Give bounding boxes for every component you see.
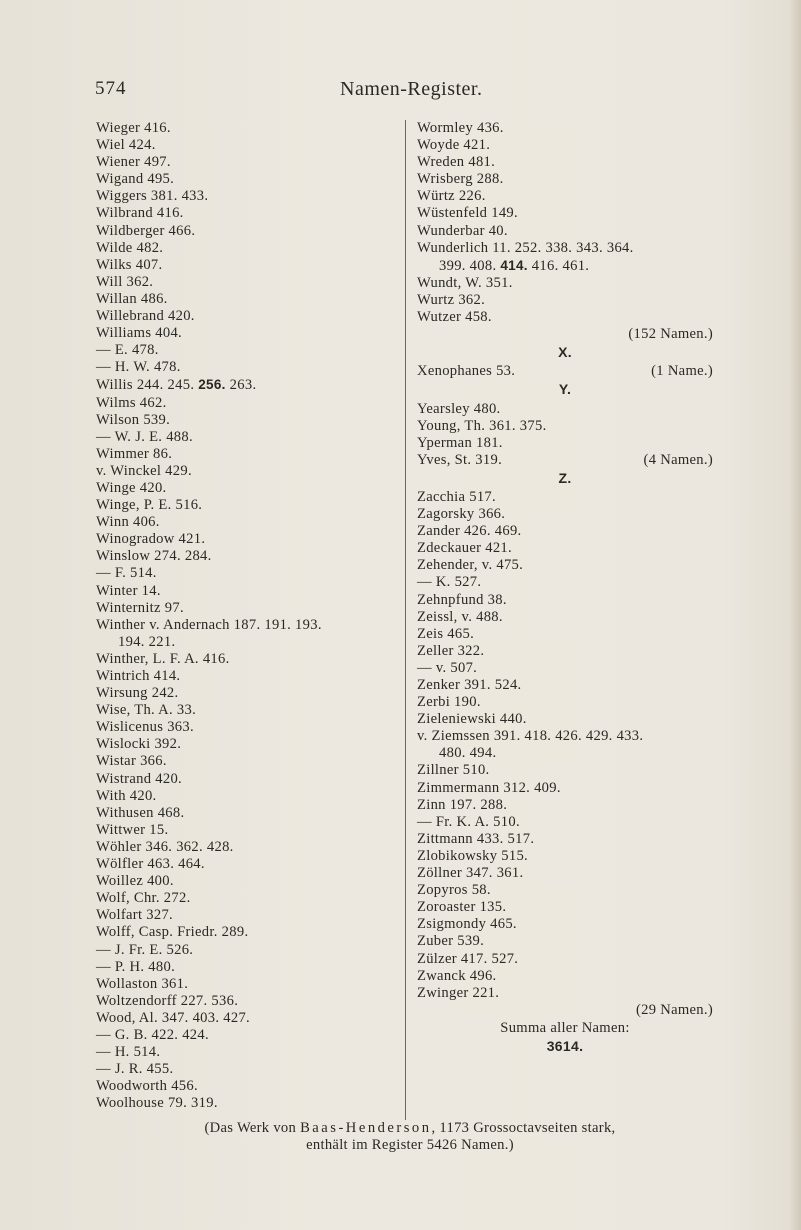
index-entry: Zehender, v. 475. — [417, 557, 524, 574]
index-entry: Wiener 497. — [96, 154, 171, 171]
index-entry: Wolfart 327. — [96, 907, 173, 924]
index-entry: — E. 478. — [96, 342, 159, 359]
index-entry: Wilbrand 416. — [96, 205, 184, 222]
index-entry: Williams 404. — [96, 325, 183, 342]
index-entry: Wilms 462. — [96, 394, 167, 411]
index-entry: Würtz 226. — [417, 188, 486, 205]
index-entry: Wilde 482. — [96, 239, 164, 256]
index-entry-continuation: 480. 494. — [439, 745, 497, 762]
index-entry: Zeis 465. — [417, 625, 475, 642]
index-entry: Zimmermann 312. 409. — [417, 779, 561, 796]
index-entry: Yearsley 480. — [417, 400, 501, 417]
index-entry: Wimmer 86. — [96, 445, 173, 462]
index-entry: Zehnpfund 38. — [417, 591, 507, 608]
index-entry: Wreden 481. — [417, 154, 496, 171]
index-entry: Woillez 400. — [96, 873, 174, 890]
index-entry: Wiel 424. — [96, 137, 156, 154]
index-entry: Zieleniewski 440. — [417, 711, 527, 728]
index-entry: Wunderlich 11. 252. 338. 343. 364. — [417, 239, 634, 256]
bold-page-ref: 414. — [500, 257, 528, 273]
index-entry: Wieger 416. — [96, 120, 171, 136]
index-entry: Willebrand 420. — [96, 308, 195, 325]
index-entry: Xenophanes 53. — [417, 363, 516, 380]
index-entry: Woodworth 456. — [96, 1078, 198, 1095]
index-entry: Wislicenus 363. — [96, 719, 194, 736]
right-column — [417, 120, 713, 1055]
index-entry: Withusen 468. — [96, 804, 185, 821]
index-entry: Wolff, Casp. Friedr. 289. — [96, 924, 249, 941]
section-heading-y: Y. — [558, 381, 572, 398]
index-entry: — v. 507. — [417, 659, 478, 676]
index-entry: Wrisberg 288. — [417, 171, 504, 188]
index-entry: — W. J. E. 488. — [96, 428, 193, 445]
bold-page-ref: 256. — [198, 377, 226, 393]
index-entry: Wundt, W. 351. — [417, 274, 513, 291]
index-entry: Zdeckauer 421. — [417, 540, 512, 557]
index-entry: Wiggers 381. 433. — [96, 188, 209, 205]
footnote-after: , 1173 Grossoctavseiten stark, — [431, 1120, 616, 1136]
index-entry: Wintrich 414. — [96, 668, 181, 684]
index-entry: Zoroaster 135. — [417, 899, 507, 916]
index-entry: Zülzer 417. 527. — [417, 950, 519, 967]
summa-total: 3614. — [546, 1037, 584, 1054]
index-entry: Winge, P. E. 516. — [96, 497, 203, 514]
index-entry: Winn 406. — [96, 514, 160, 531]
index-entry: — H. W. 478. — [96, 359, 181, 376]
index-entry: Wölfler 463. 464. — [96, 856, 205, 873]
index-entry-continuation: 399. 408. 414. 416. 461. — [439, 257, 590, 274]
index-entry: Zopyros 58. — [417, 882, 491, 899]
index-entry: Winternitz 97. — [96, 599, 184, 616]
y-entries — [417, 401, 713, 452]
index-entry: Zwinger 221. — [417, 984, 500, 1001]
index-entry: — F. 514. — [96, 565, 157, 582]
index-entry: Zsigmondy 465. — [417, 916, 517, 933]
index-entry: Zeissl, v. 488. — [417, 608, 503, 625]
column-divider — [405, 120, 406, 1120]
index-entry: — H. 514. — [96, 1044, 161, 1061]
running-header: Namen-Register. — [340, 78, 483, 100]
index-entry: With 420. — [96, 787, 157, 804]
index-entry: Zenker 391. 524. — [417, 677, 522, 693]
index-entry: Zillner 510. — [417, 762, 490, 779]
index-entry: Wise, Th. A. 33. — [96, 702, 197, 719]
index-entry: v. Ziemssen 391. 418. 426. 429. 433. — [417, 728, 644, 745]
w-entries-continued — [417, 120, 713, 326]
section-heading-z: Z. — [558, 469, 572, 486]
footnote-author: Baas-Henderson — [300, 1120, 432, 1136]
index-entry: Woolhouse 79. 319. — [96, 1095, 218, 1112]
index-entry: Woyde 421. — [417, 137, 491, 154]
index-entry: Wolf, Chr. 272. — [96, 890, 191, 907]
w-count: (152 Namen.) — [628, 326, 713, 343]
footnote-line-1 — [90, 1120, 730, 1137]
z-count: (29 Namen.) — [635, 1001, 713, 1018]
index-entry: Wöhler 346. 362. 428. — [96, 838, 234, 855]
index-entry: Wilks 407. — [96, 256, 163, 273]
index-entry: Wurtz 362. — [417, 291, 486, 308]
index-entry: — P. H. 480. — [96, 958, 176, 975]
index-entry: Wirsung 242. — [96, 685, 179, 702]
x-count: (1 Name.) — [651, 363, 713, 380]
page-edge-shadow — [789, 0, 801, 1230]
index-entry: Zinn 197. 288. — [417, 796, 508, 813]
index-entry: Wutzer 458. — [417, 309, 492, 326]
index-entry: Wollaston 361. — [96, 975, 189, 992]
index-entry: Yves, St. 319. — [417, 451, 503, 468]
index-entry: Wistar 366. — [96, 753, 167, 770]
index-entry: Zwanck 496. — [417, 967, 497, 984]
index-entry: Zuber 539. — [417, 933, 485, 950]
index-entry: Zlobikowsky 515. — [417, 847, 529, 864]
index-entry: Young, Th. 361. 375. — [417, 417, 547, 434]
index-entry: Zander 426. 469. — [417, 523, 522, 540]
index-entry: Zagorsky 366. — [417, 506, 506, 523]
index-entry: Winther, L. F. A. 416. — [96, 650, 230, 667]
index-entry: Will 362. — [96, 273, 154, 290]
x-entry-line — [417, 363, 713, 380]
index-entry: Winther v. Andernach 187. 191. 193. — [96, 616, 322, 633]
page-number: 574 — [95, 78, 127, 99]
index-entry: Wislocki 392. — [96, 736, 182, 753]
index-entry: — G. B. 422. 424. — [96, 1026, 209, 1043]
section-heading-x: X. — [558, 344, 572, 361]
index-entry: — J. R. 455. — [96, 1061, 174, 1078]
index-entry: Wigand 495. — [96, 171, 175, 188]
index-entry: Wormley 436. — [417, 120, 504, 136]
index-entry: Winge 420. — [96, 479, 167, 496]
index-entry: Zittmann 433. 517. — [417, 830, 535, 847]
index-entry: Wildberger 466. — [96, 222, 196, 239]
y-last-entry-line — [417, 452, 713, 469]
index-entry: Winter 14. — [96, 582, 161, 599]
index-entry: Zeller 322. — [417, 642, 485, 659]
index-entry: Wilson 539. — [96, 411, 171, 428]
index-entry: — J. Fr. E. 526. — [96, 941, 194, 958]
index-entry: Wood, Al. 347. 403. 427. — [96, 1009, 250, 1026]
footnote-line-2: enthält im Register 5426 Namen.) — [306, 1137, 514, 1154]
index-entry: Winogradow 421. — [96, 531, 206, 548]
z-entries — [417, 489, 713, 1002]
index-entry: — K. 527. — [417, 574, 482, 591]
index-entry-continuation: 194. 221. — [118, 633, 176, 650]
footnote-before: (Das Werk von — [204, 1120, 301, 1136]
index-entry: Winslow 274. 284. — [96, 548, 212, 565]
index-entry: Wüstenfeld 149. — [417, 205, 518, 222]
index-entry: Zerbi 190. — [417, 694, 481, 711]
index-entry: Yperman 181. — [417, 434, 503, 451]
index-entry: Zacchia 517. — [417, 488, 496, 505]
index-entry: Zöllner 347. 361. — [417, 865, 524, 882]
index-entry: — Fr. K. A. 510. — [417, 813, 520, 830]
index-entry: Woltzendorff 227. 536. — [96, 992, 239, 1009]
index-entry: v. Winckel 429. — [96, 462, 192, 479]
index-entry: Willan 486. — [96, 290, 168, 307]
index-entry: Wistrand 420. — [96, 770, 182, 787]
summa-label: Summa aller Namen: — [500, 1019, 630, 1036]
y-count: (4 Namen.) — [643, 451, 713, 468]
index-entry: Willis 244. 245. 256. 263. — [96, 377, 257, 394]
left-column — [96, 120, 396, 1112]
index-entry: Wunderbar 40. — [417, 222, 508, 239]
footnote — [90, 1120, 730, 1154]
index-entry: Wittwer 15. — [96, 821, 169, 838]
